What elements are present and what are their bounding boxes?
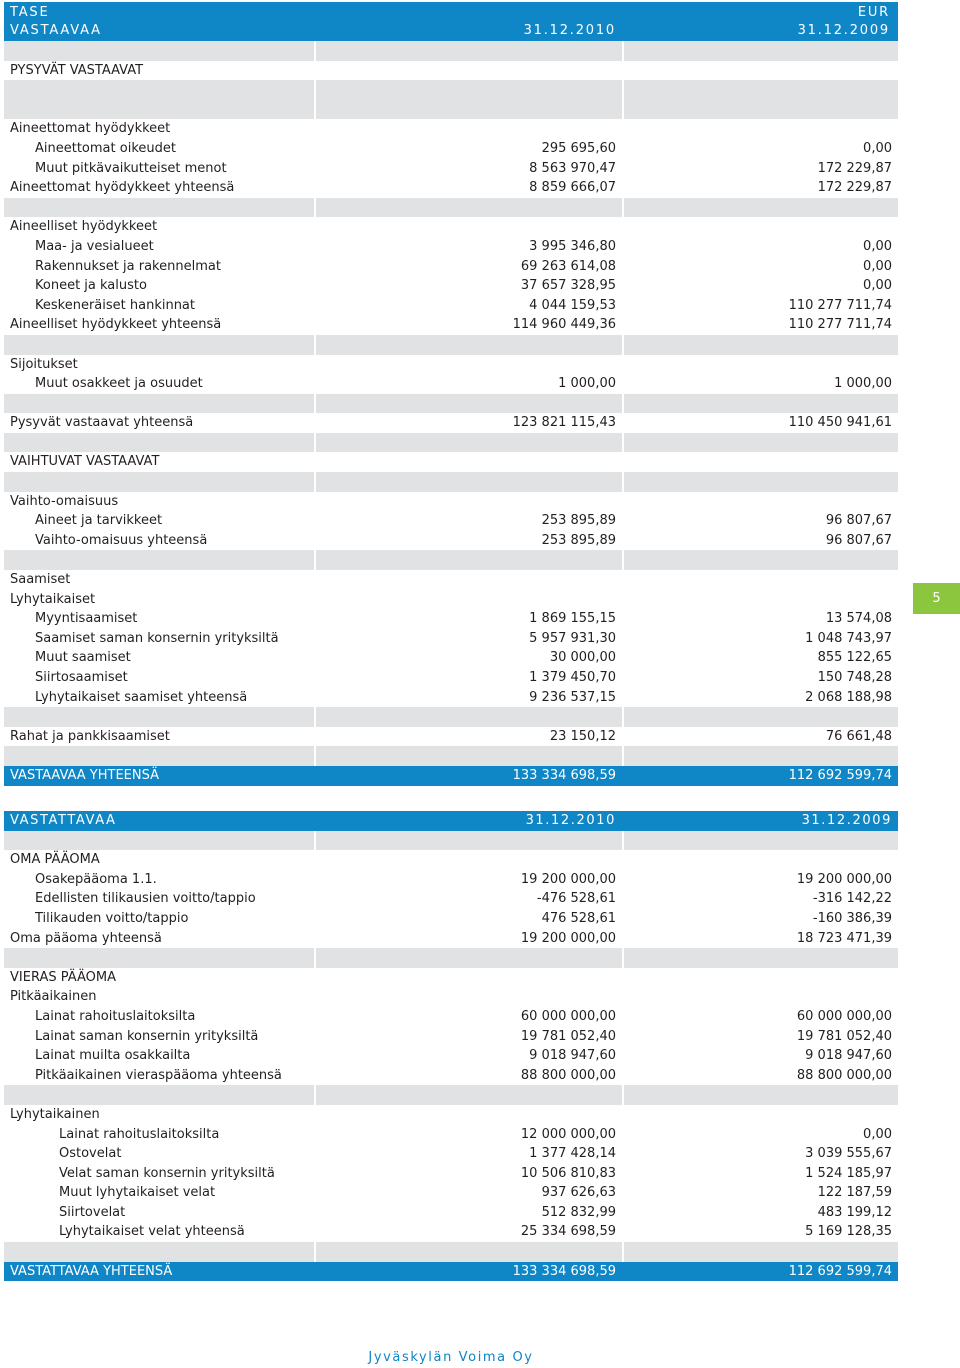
spacer-row — [4, 335, 898, 355]
value-2009: 96 807,67 — [825, 513, 892, 529]
row-label — [4, 80, 314, 100]
row-label — [4, 746, 314, 766]
table-row — [4, 609, 898, 629]
value-2009 — [624, 119, 898, 139]
value-2009 — [624, 850, 898, 870]
value-2009 — [624, 492, 898, 512]
value-2009: 0,00 — [863, 1126, 892, 1142]
footer-company-name: Jyväskylän Voima Oy — [368, 1350, 534, 1365]
table-row — [4, 1046, 898, 1066]
value-2010 — [316, 746, 622, 766]
liabilities-header-bar — [4, 811, 898, 831]
value-2009: 2 068 188,98 — [805, 689, 892, 705]
row-label — [4, 100, 314, 120]
value-2009: 110 450 941,61 — [788, 415, 892, 431]
row-label: Siirtovelat — [59, 1204, 126, 1220]
value-2010 — [316, 831, 622, 851]
value-2009: 112 692 599,74 — [788, 767, 892, 783]
value-2010: 37 657 328,95 — [520, 278, 616, 294]
table-row — [4, 1125, 898, 1145]
table-row — [4, 1144, 898, 1164]
table-row — [4, 590, 898, 610]
table-row — [4, 511, 898, 531]
value-2010: 1 869 155,15 — [529, 611, 616, 627]
value-2010: 114 960 449,36 — [512, 317, 616, 333]
value-2010: 3 995 346,80 — [529, 238, 616, 254]
row-label: Rakennukset ja rakennelmat — [35, 258, 221, 274]
value-2009: 1 000,00 — [834, 376, 892, 392]
row-label: Lainat rahoituslaitoksilta — [35, 1008, 196, 1024]
row-label: VASTATTAVAA YHTEENSÄ — [10, 1263, 173, 1279]
row-label: Rahat ja pankkisaamiset — [10, 728, 170, 744]
table-row — [4, 929, 898, 949]
table-row — [4, 237, 898, 257]
row-label: Lainat rahoituslaitoksilta — [59, 1126, 220, 1142]
value-2010 — [316, 335, 622, 355]
table-row — [4, 1222, 898, 1242]
value-2010 — [316, 850, 622, 870]
value-2010: 8 859 666,07 — [529, 180, 616, 196]
row-label: Aineelliset hyödykkeet yhteensä — [10, 317, 222, 333]
value-2009 — [624, 198, 898, 218]
row-label: Aineettomat hyödykkeet — [10, 121, 171, 137]
value-2009: 112 692 599,74 — [788, 1263, 892, 1279]
value-2009 — [624, 433, 898, 453]
row-label: Maa- ja vesialueet — [35, 238, 154, 254]
row-label: Edellisten tilikausien voitto/tappio — [35, 891, 256, 907]
table-row — [4, 217, 898, 237]
value-2010: 253 895,89 — [541, 532, 616, 548]
table-row — [4, 315, 898, 335]
value-2009 — [624, 831, 898, 851]
value-2010: 88 800 000,00 — [520, 1067, 616, 1083]
row-label: Muut osakkeet ja osuudet — [35, 376, 203, 392]
table-row — [4, 870, 898, 890]
row-label: Ostovelat — [59, 1146, 122, 1162]
table-row — [4, 727, 898, 747]
value-2009 — [624, 1105, 898, 1125]
value-2010 — [316, 948, 622, 968]
balance-sheet-title: TASE — [10, 5, 50, 20]
assets-date-current: 31.12.2010 — [523, 23, 616, 38]
table-row — [4, 850, 898, 870]
value-2010: 69 263 614,08 — [520, 258, 616, 274]
value-2010 — [316, 100, 622, 120]
value-2010: 10 506 810,83 — [520, 1165, 616, 1181]
value-2009 — [624, 570, 898, 590]
row-label: Lyhytaikaiset velat yhteensä — [59, 1224, 245, 1240]
value-2010 — [316, 198, 622, 218]
value-2009: -316 142,22 — [812, 891, 892, 907]
spacer-row — [4, 41, 898, 61]
value-2010: 937 626,63 — [541, 1185, 616, 1201]
value-2009: 0,00 — [863, 278, 892, 294]
value-2010: 1 000,00 — [558, 376, 616, 392]
value-2010 — [316, 217, 622, 237]
value-2010 — [316, 968, 622, 988]
table-row — [4, 1105, 898, 1125]
liabilities-header-row — [4, 811, 898, 831]
value-2010: 30 000,00 — [549, 650, 616, 666]
spacer-row — [4, 1085, 898, 1105]
table-row — [4, 1027, 898, 1047]
row-label: Muut saamiset — [35, 650, 131, 666]
value-2009: 483 199,12 — [817, 1204, 892, 1220]
assets-table — [4, 41, 898, 786]
row-label — [4, 550, 314, 570]
value-2010 — [316, 590, 622, 610]
spacer-row — [4, 1242, 898, 1262]
table-row — [4, 968, 898, 988]
table-row — [4, 531, 898, 551]
value-2010 — [316, 355, 622, 375]
table-row — [4, 178, 898, 198]
currency-label: EUR — [857, 5, 890, 20]
row-label: Vaihto-omaisuus yhteensä — [35, 532, 208, 548]
value-2009: 96 807,67 — [825, 532, 892, 548]
value-2010 — [316, 61, 622, 81]
row-label: Lyhytaikaiset saamiset yhteensä — [35, 689, 248, 705]
row-label: Siirtosaamiset — [35, 670, 128, 685]
value-2009 — [624, 217, 898, 237]
row-label: Sijoitukset — [10, 356, 78, 372]
row-label — [4, 472, 314, 492]
value-2010: 253 895,89 — [541, 513, 616, 529]
value-2009: 76 661,48 — [825, 728, 892, 744]
row-label — [4, 1085, 314, 1105]
value-2010 — [316, 707, 622, 727]
row-label: Velat saman konsernin yrityksiltä — [59, 1165, 275, 1181]
row-label: Pitkäaikainen vieraspääoma yhteensä — [35, 1067, 282, 1083]
value-2010 — [316, 80, 622, 100]
table-row — [4, 159, 898, 179]
value-2010 — [316, 433, 622, 453]
row-label: Keskeneräiset hankinnat — [35, 297, 195, 313]
value-2010 — [316, 1105, 622, 1125]
value-2010 — [316, 492, 622, 512]
value-2010: 60 000 000,00 — [520, 1008, 616, 1024]
value-2009 — [624, 41, 898, 61]
liabilities-table — [4, 831, 898, 1282]
value-2009 — [624, 100, 898, 120]
value-2009: 172 229,87 — [817, 180, 892, 196]
table-row — [4, 119, 898, 139]
row-label — [4, 335, 314, 355]
value-2010 — [316, 570, 622, 590]
value-2010: 23 150,12 — [549, 728, 616, 744]
row-label: VAIHTUVAT VASTAAVAT — [10, 454, 160, 470]
spacer-row — [4, 80, 898, 100]
table-row — [4, 889, 898, 909]
spacer-row — [4, 100, 898, 120]
table-row — [4, 355, 898, 375]
spacer-row — [4, 831, 898, 851]
liabilities-section-title: VASTATTAVAA — [10, 813, 117, 828]
spacer-row — [4, 433, 898, 453]
value-2009: 1 048 743,97 — [805, 630, 892, 646]
assets-date-previous: 31.12.2009 — [797, 23, 890, 38]
spacer-row — [4, 948, 898, 968]
row-label — [4, 198, 314, 218]
table-row — [4, 296, 898, 316]
value-2010: 133 334 698,59 — [512, 767, 616, 783]
row-label: Pysyvät vastaavat yhteensä — [10, 415, 194, 431]
table-row — [4, 61, 898, 81]
value-2010: 476 528,61 — [541, 910, 616, 926]
value-2010: 1 379 450,70 — [529, 670, 616, 685]
value-2009: 3 039 555,67 — [805, 1146, 892, 1162]
row-label: Osakepääoma 1.1. — [35, 871, 157, 887]
row-label: Aineettomat hyödykkeet yhteensä — [10, 180, 235, 196]
row-label: Vaihto-omaisuus — [10, 493, 119, 509]
row-label — [4, 831, 314, 851]
row-label: VIERAS PÄÄOMA — [10, 969, 116, 985]
value-2009: 0,00 — [863, 258, 892, 274]
value-2010 — [316, 452, 622, 472]
value-2010 — [316, 987, 622, 1007]
value-2009: 110 277 711,74 — [788, 297, 892, 313]
value-2010 — [316, 472, 622, 492]
row-label: OMA PÄÄOMA — [10, 852, 100, 868]
value-2009 — [624, 590, 898, 610]
row-label: Aineet ja tarvikkeet — [35, 513, 163, 529]
total-row — [4, 1262, 898, 1282]
value-2010: 25 334 698,59 — [520, 1224, 616, 1240]
spacer-row — [4, 746, 898, 766]
row-label — [4, 707, 314, 727]
table-row — [4, 492, 898, 512]
value-2010 — [316, 41, 622, 61]
page-number-tab: 5 — [913, 583, 960, 614]
row-label: Lainat saman konsernin yrityksiltä — [35, 1028, 259, 1044]
value-2010 — [316, 1085, 622, 1105]
table-row — [4, 668, 898, 688]
value-2010 — [316, 1242, 622, 1262]
value-2010 — [316, 119, 622, 139]
value-2009 — [624, 746, 898, 766]
value-2010: 123 821 115,43 — [512, 415, 616, 431]
value-2009: 0,00 — [863, 140, 892, 156]
value-2010: 4 044 159,53 — [529, 297, 616, 313]
value-2010: 5 957 931,30 — [529, 630, 616, 646]
value-2010: 9 018 947,60 — [529, 1048, 616, 1064]
assets-header-bar — [4, 2, 898, 41]
row-label — [4, 948, 314, 968]
value-2010 — [316, 550, 622, 570]
row-label: Myyntisaamiset — [35, 611, 138, 627]
value-2009 — [624, 452, 898, 472]
value-2010: 512 832,99 — [541, 1204, 616, 1220]
value-2009: 9 018 947,60 — [805, 1048, 892, 1064]
row-label — [4, 394, 314, 414]
value-2009 — [624, 472, 898, 492]
row-label: Saamiset — [10, 572, 71, 588]
table-row — [4, 413, 898, 433]
value-2009 — [624, 707, 898, 727]
value-2009: 60 000 000,00 — [796, 1008, 892, 1024]
row-label: Aineettomat oikeudet — [35, 140, 176, 156]
value-2010: -476 528,61 — [536, 891, 616, 907]
value-2009: 150 748,28 — [817, 670, 892, 685]
value-2010: 12 000 000,00 — [520, 1126, 616, 1142]
value-2009: 13 574,08 — [825, 611, 892, 627]
table-row — [4, 648, 898, 668]
row-label: Muut lyhytaikaiset velat — [59, 1185, 216, 1201]
value-2009: -160 386,39 — [812, 910, 892, 926]
liabilities-date-previous: 31.12.2009 — [801, 813, 892, 828]
table-row — [4, 909, 898, 929]
row-label — [4, 1242, 314, 1262]
row-label: Muut pitkävaikutteiset menot — [35, 160, 227, 176]
value-2009: 172 229,87 — [817, 160, 892, 176]
value-2010 — [316, 394, 622, 414]
table-row — [4, 629, 898, 649]
value-2009 — [624, 1242, 898, 1262]
value-2009 — [624, 61, 898, 81]
row-label: Aineelliset hyödykkeet — [10, 219, 158, 235]
value-2010: 1 377 428,14 — [529, 1146, 616, 1162]
value-2009 — [624, 355, 898, 375]
value-2009 — [624, 550, 898, 570]
value-2009 — [624, 987, 898, 1007]
value-2009: 18 723 471,39 — [796, 930, 892, 946]
row-label: Koneet ja kalusto — [35, 278, 147, 294]
row-label: PYSYVÄT VASTAAVAT — [10, 62, 144, 78]
table-row — [4, 570, 898, 590]
value-2010: 8 563 970,47 — [529, 160, 616, 176]
table-row — [4, 1183, 898, 1203]
value-2009: 122 187,59 — [817, 1185, 892, 1201]
value-2009: 855 122,65 — [817, 650, 892, 666]
spacer-row — [4, 707, 898, 727]
value-2009: 88 800 000,00 — [796, 1067, 892, 1083]
table-row — [4, 1007, 898, 1027]
table-row — [4, 139, 898, 159]
value-2009: 0,00 — [863, 238, 892, 254]
value-2009: 19 781 052,40 — [796, 1028, 892, 1044]
value-2009 — [624, 335, 898, 355]
row-label: Lainat muilta osakkailta — [35, 1048, 191, 1064]
value-2010: 9 236 537,15 — [529, 689, 616, 705]
spacer-row — [4, 472, 898, 492]
liabilities-date-current: 31.12.2010 — [525, 813, 616, 828]
row-label: Lyhytaikaiset — [10, 591, 96, 607]
value-2010: 19 200 000,00 — [520, 871, 616, 887]
row-label: Lyhytaikainen — [10, 1106, 100, 1122]
row-label: Pitkäaikainen — [10, 989, 97, 1005]
value-2009 — [624, 394, 898, 414]
table-row — [4, 1164, 898, 1184]
spacer-row — [4, 394, 898, 414]
value-2009 — [624, 968, 898, 988]
value-2009 — [624, 1085, 898, 1105]
table-row — [4, 1203, 898, 1223]
value-2010: 133 334 698,59 — [512, 1263, 616, 1279]
table-row — [4, 276, 898, 296]
row-label: Tilikauden voitto/tappio — [35, 910, 189, 926]
table-row — [4, 1066, 898, 1086]
value-2009: 1 524 185,97 — [805, 1165, 892, 1181]
table-row — [4, 688, 898, 708]
value-2009 — [624, 80, 898, 100]
table-row — [4, 452, 898, 472]
table-row — [4, 987, 898, 1007]
table-row — [4, 257, 898, 277]
row-label — [4, 41, 314, 61]
value-2010: 295 695,60 — [541, 140, 616, 156]
row-label: VASTAAVAA YHTEENSÄ — [10, 767, 159, 783]
value-2010: 19 200 000,00 — [520, 930, 616, 946]
value-2009: 110 277 711,74 — [788, 317, 892, 333]
value-2010: 19 781 052,40 — [520, 1028, 616, 1044]
value-2009: 5 169 128,35 — [805, 1224, 892, 1240]
row-label: Oma pääoma yhteensä — [10, 930, 162, 946]
spacer-row — [4, 198, 898, 218]
row-label: Saamiset saman konsernin yrityksiltä — [35, 630, 279, 646]
spacer-row — [4, 550, 898, 570]
table-row — [4, 374, 898, 394]
assets-section-title: VASTAAVAA — [10, 23, 102, 38]
total-row — [4, 766, 898, 786]
row-label — [4, 433, 314, 453]
value-2009: 19 200 000,00 — [796, 871, 892, 887]
value-2009 — [624, 948, 898, 968]
